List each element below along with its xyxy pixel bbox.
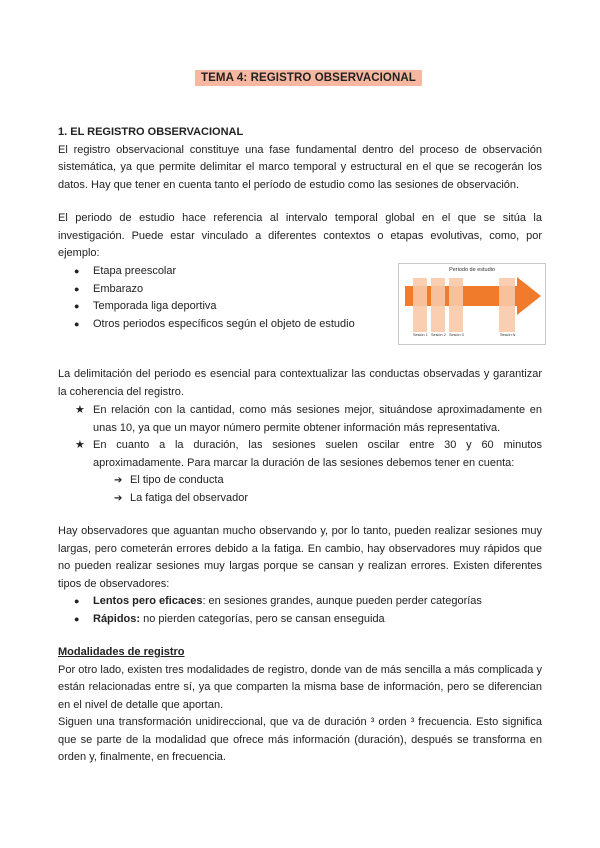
list-item: ➔ El tipo de conducta xyxy=(58,472,542,490)
session-block-3 xyxy=(449,278,463,332)
term-desc: : en sesiones grandes, aunque pueden perder categorías xyxy=(202,595,482,607)
list-item: ● Temporada liga deportiva xyxy=(58,298,378,316)
section-2-paragraph-1: Por otro lado, existen tres modalidades de registro, donde van de más sencilla a más complicada y están relacionadas entre sí, ya que comparten la misma base de información, pero se diferencian en el nivel de detalle que aportan. xyxy=(58,663,542,711)
session-label: Sesión 1 xyxy=(413,333,428,337)
list-item: ➔ La fatiga del observador xyxy=(58,490,542,508)
diagram-title: Periodo de estudio xyxy=(449,267,495,273)
term: Rápidos: xyxy=(93,612,141,625)
section-1-paragraph-4: Hay observadores que aguantan mucho observando y, por lo tanto, pueden realizar sesiones muy largas, pero cometerán errores debido a la fatiga. En cambio, hay observadores muy rápidos que no pueden realizar sesiones muy largas porque se cansan y realizan errores. Existen diferentes tipos de observadores: xyxy=(58,525,542,590)
term-desc: no pierden categorías, pero se cansan enseguida xyxy=(140,612,385,625)
session-label: Sesión N xyxy=(500,333,516,337)
sessions-list xyxy=(58,402,542,507)
session-label: Sesión 3 xyxy=(449,333,464,337)
section-1 xyxy=(58,124,542,194)
section-2 xyxy=(58,644,542,767)
section-1-paragraph-1: El registro observacional constituye una fase fundamental dentro del proceso de observación sistemática, ya que permite delimitar el marco temporal y estructural en el que se recogerán los datos. Hay que tener en cuenta tanto el período de estudio como las sesiones de observación. xyxy=(58,143,542,191)
section-2-heading: Modalidades de registro xyxy=(58,646,185,658)
list-item xyxy=(58,593,542,611)
session-block-1 xyxy=(413,278,427,332)
list-item: ★ En relación con la cantidad, como más sesiones mejor, situándose aproximadamente en unas 10, ya que un mayor número permite obtener información más representativa. xyxy=(58,402,542,437)
list-item: ● Etapa preescolar xyxy=(58,263,378,281)
diagram-graphic xyxy=(399,264,545,344)
page-title: TEMA 4: REGISTRO OBSERVACIONAL xyxy=(195,70,422,86)
session-label: Sesión 2 xyxy=(431,333,446,337)
list-item: ★ En cuanto a la duración, las sesiones suelen oscilar entre 30 y 60 minutos aproximadamente. Para marcar la duración de las sesiones debemos tener en cuenta: xyxy=(58,437,542,472)
list-item: ● Otros periodos específicos según el objeto de estudio xyxy=(58,316,378,334)
observer-types-list xyxy=(58,593,542,628)
session-block-2 xyxy=(431,278,445,332)
section-2-paragraph-2: Siguen una transformación unidireccional, que va de duración ³ orden ³ frecuencia. Esto significa que se parte de la modalidad que ofrece más información (duración), después se transforma en orden y, finalmente, en frecuencia. xyxy=(58,716,542,763)
term: Lentos pero eficaces xyxy=(93,595,203,607)
section-1-paragraph-2: El periodo de estudio hace referencia al intervalo temporal global en el que se sitúa la investigación. Puede estar vinculado a diferentes contextos o etapas evolutivas, como, por ejemplo: xyxy=(58,212,542,259)
study-period-diagram xyxy=(398,263,546,345)
list-item: ● Embarazo xyxy=(58,281,378,299)
session-block-4 xyxy=(499,278,515,332)
examples-list xyxy=(58,263,378,333)
list-item xyxy=(58,611,542,629)
section-1-heading: 1. EL REGISTRO OBSERVACIONAL xyxy=(58,126,244,138)
section-1-paragraph-3: La delimitación del periodo es esencial para contextualizar las conductas observadas y garantizar la coherencia del registro. xyxy=(58,368,542,398)
